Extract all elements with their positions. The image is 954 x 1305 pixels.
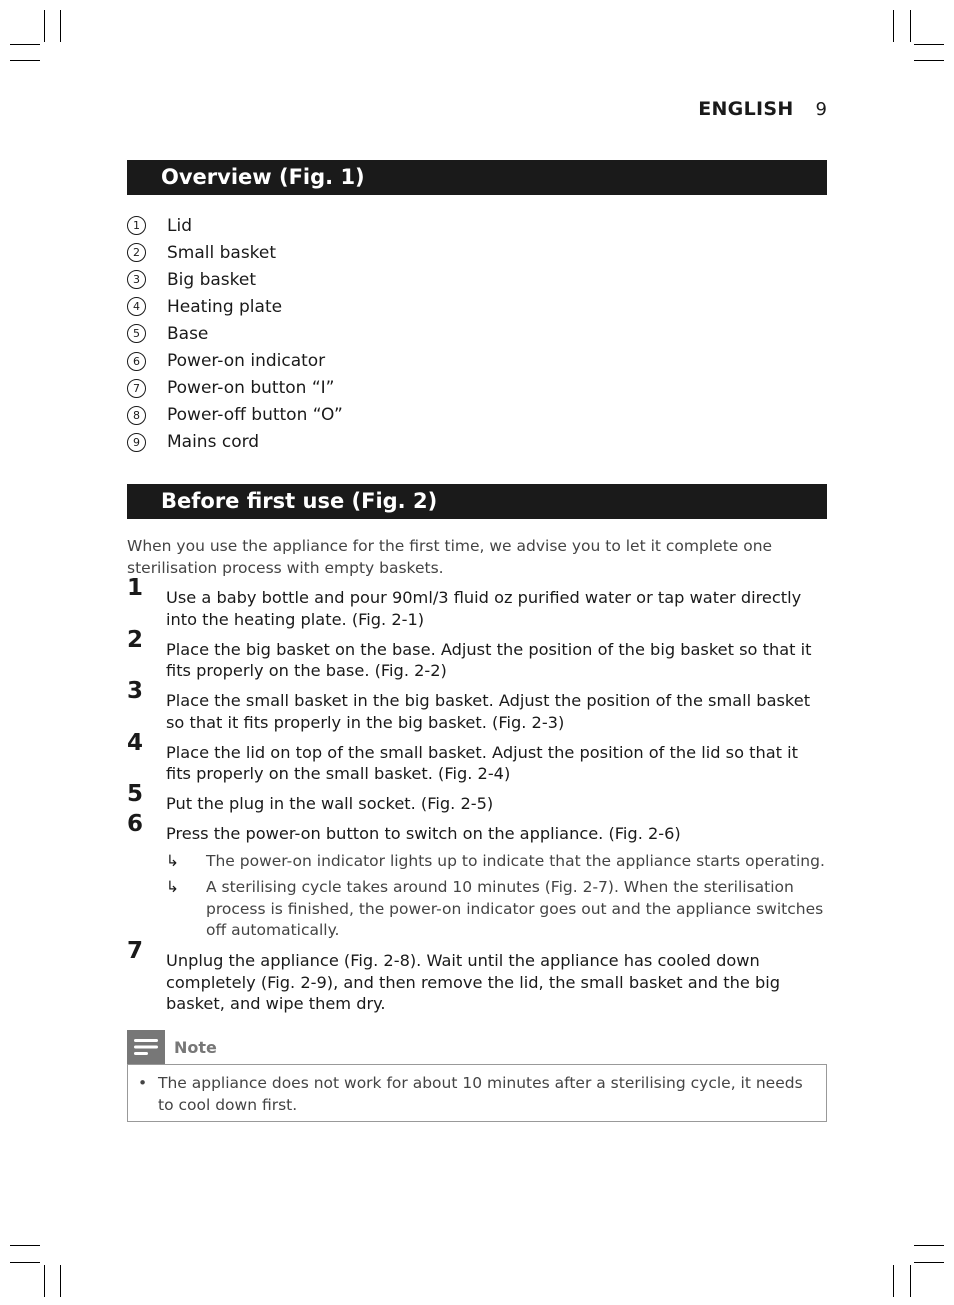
item-number: 3 (127, 270, 146, 289)
result-arrow-icon: ↳ (166, 851, 179, 870)
list-item (127, 429, 343, 456)
step-item (127, 575, 827, 630)
result-item (166, 877, 827, 942)
step-text: Place the lid on top of the small basket. Adjust the position of the lid so that it fits properly on the small basket. (Fig. 2-4) (166, 742, 798, 783)
item-number: 1 (127, 216, 146, 235)
step-item (127, 729, 827, 785)
item-label: Power-on button “I” (167, 378, 335, 399)
step-text: Press the power-on button to switch on the appliance. (Fig. 2-6) (166, 824, 681, 843)
item-label: Big basket (167, 269, 257, 290)
note-box (127, 1064, 827, 1122)
result-item (166, 851, 827, 873)
item-label: Mains cord (167, 432, 260, 453)
item-label: Power-off button “O” (167, 405, 343, 426)
item-label: Lid (167, 215, 192, 236)
language-label: ENGLISH (698, 98, 794, 120)
list-item (127, 239, 343, 266)
step-item (127, 678, 827, 733)
note-header (127, 1030, 217, 1064)
step-number: 4 (127, 729, 144, 756)
crop-mark (910, 1265, 911, 1297)
item-number: 5 (127, 324, 146, 343)
list-item (127, 320, 343, 347)
crop-mark (10, 1245, 40, 1246)
list-item (127, 293, 343, 320)
step-item (127, 781, 827, 815)
step-text: Unplug the appliance (Fig. 2-8). Wait until the appliance has cooled down completely (Fig. 2-9), and then remove the lid, the small basket and the big basket, and wipe them dry. (166, 951, 781, 1013)
crop-mark (10, 44, 40, 45)
step-number: 6 (127, 811, 144, 837)
item-label: Heating plate (167, 296, 283, 317)
crop-mark (60, 10, 61, 42)
page-number: 9 (815, 99, 827, 120)
step-text: Use a baby bottle and pour 90ml/3 fluid oz purified water or tap water directly into the heating plate. (Fig. 2-1) (166, 588, 802, 629)
crop-mark (44, 1265, 45, 1297)
step-results (166, 851, 827, 942)
list-item (127, 375, 343, 402)
step-item (127, 626, 827, 682)
parts-list (127, 212, 343, 456)
result-text: The power-on indicator lights up to indicate that the appliance starts operating. (206, 851, 825, 870)
step-text: Place the small basket in the big basket. Adjust the position of the small basket so that it fits properly in the big basket. (Fig. 2-3) (166, 691, 811, 732)
crop-mark (10, 1262, 40, 1263)
note-text: The appliance does not work for about 10 minutes after a sterilising cycle, it needs to cool down first. (158, 1074, 803, 1114)
item-number: 9 (127, 433, 146, 452)
crop-mark (60, 1265, 61, 1297)
item-number: 4 (127, 297, 146, 316)
result-arrow-icon: ↳ (166, 878, 179, 896)
step-number: 7 (127, 938, 144, 964)
crop-mark (44, 10, 45, 42)
crop-mark (10, 60, 40, 61)
step-number: 5 (127, 781, 144, 807)
step-number: 3 (127, 678, 144, 704)
step-number: 2 (127, 626, 144, 653)
crop-mark (914, 1245, 944, 1246)
item-label: Small basket (167, 242, 277, 263)
item-number: 8 (127, 406, 146, 425)
crop-mark (910, 10, 911, 42)
page-header (698, 98, 827, 120)
crop-mark (893, 10, 894, 42)
list-item (127, 266, 343, 293)
crop-mark (914, 1262, 944, 1263)
step-item (127, 938, 827, 1015)
note-label: Note (174, 1037, 217, 1057)
step-text: Put the plug in the wall socket. (Fig. 2-5) (166, 794, 494, 813)
note-icon (127, 1030, 165, 1064)
item-label: Power-on indicator (167, 351, 326, 372)
item-number: 2 (127, 243, 146, 262)
item-number: 6 (127, 352, 146, 371)
crop-mark (893, 1265, 894, 1297)
list-item (127, 347, 343, 374)
step-item (127, 811, 827, 942)
intro-paragraph: When you use the appliance for the first time, we advise you to let it complete one sterilisation process with empty baskets. (127, 537, 773, 577)
crop-mark (914, 44, 944, 45)
step-number: 1 (127, 575, 144, 601)
result-text: A sterilising cycle takes around 10 minutes (Fig. 2-7). When the sterilisation process is finished, the power-on indicator goes out and the appliance switches off automatically. (206, 878, 824, 939)
crop-mark (914, 60, 944, 61)
item-number: 7 (127, 379, 146, 398)
list-item (127, 402, 343, 429)
list-item (127, 212, 343, 239)
bullet-icon: • (138, 1074, 148, 1092)
item-label: Base (167, 323, 209, 344)
steps-list (127, 575, 827, 1020)
first-use-heading: Before first use (Fig. 2) (127, 484, 827, 519)
overview-heading: Overview (Fig. 1) (127, 160, 827, 195)
step-text: Place the big basket on the base. Adjust the position of the big basket so that it fits properly on the base. (Fig. 2-2) (166, 639, 812, 680)
